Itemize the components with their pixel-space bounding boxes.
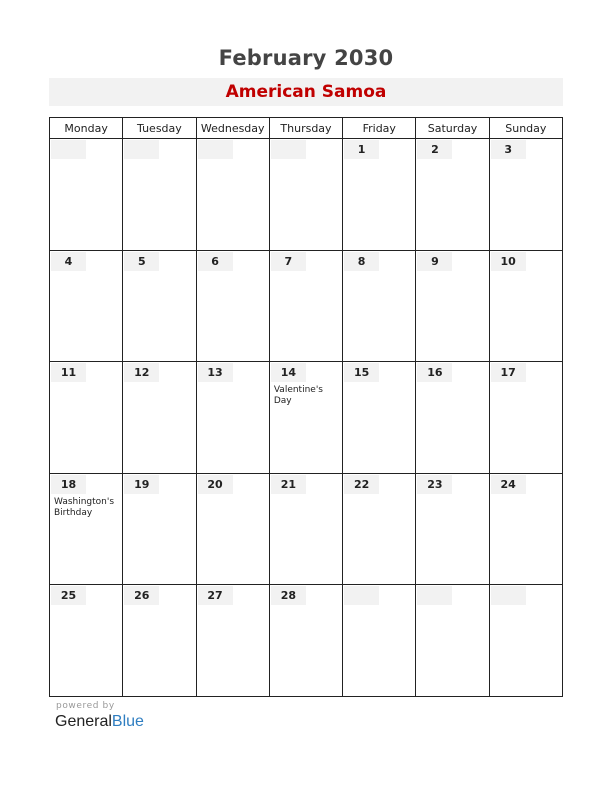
day-cell [343, 362, 416, 474]
day-cell [269, 585, 342, 697]
day-cell [196, 585, 269, 697]
day-number: 5 [124, 252, 159, 271]
day-cell [269, 473, 342, 585]
day-number: 6 [198, 252, 233, 271]
region-title: American Samoa [49, 78, 563, 106]
brand-blue: Blue [111, 713, 144, 730]
day-cell [50, 585, 123, 697]
day-cell [416, 585, 489, 697]
day-cell [416, 473, 489, 585]
weekday-header: Monday [50, 118, 123, 139]
day-cell [123, 250, 196, 362]
day-cell [269, 250, 342, 362]
day-cell [489, 362, 562, 474]
day-number [51, 140, 86, 159]
day-number: 3 [491, 140, 526, 159]
day-cell [196, 139, 269, 251]
brand-logo [55, 713, 144, 731]
day-number: 21 [271, 475, 306, 494]
weekday-header: Thursday [269, 118, 342, 139]
week-row [50, 139, 563, 251]
day-cell [50, 139, 123, 251]
brand-general: General [55, 713, 112, 730]
day-cell [123, 473, 196, 585]
powered-by-label: powered by [56, 701, 115, 711]
day-number: 2 [417, 140, 452, 159]
day-cell [489, 473, 562, 585]
weekday-header-row [50, 118, 563, 139]
day-number [417, 586, 452, 605]
day-number: 11 [51, 363, 86, 382]
day-number [344, 586, 379, 605]
week-row [50, 585, 563, 697]
day-number: 20 [198, 475, 233, 494]
holiday-label: Valentine's Day [273, 385, 323, 407]
day-number: 15 [344, 363, 379, 382]
day-cell [343, 250, 416, 362]
day-cell [50, 362, 123, 474]
day-number: 27 [198, 586, 233, 605]
day-cell [416, 362, 489, 474]
day-cell [123, 139, 196, 251]
day-number: 26 [124, 586, 159, 605]
week-row [50, 473, 563, 585]
day-number: 22 [344, 475, 379, 494]
day-cell [343, 585, 416, 697]
day-number: 16 [417, 363, 452, 382]
day-number: 4 [51, 252, 86, 271]
day-number: 7 [271, 252, 306, 271]
week-row [50, 250, 563, 362]
day-cell [50, 473, 123, 585]
weekday-header: Saturday [416, 118, 489, 139]
day-cell [50, 250, 123, 362]
day-number: 12 [124, 363, 159, 382]
day-number: 13 [198, 363, 233, 382]
calendar-grid [49, 117, 563, 697]
day-number: 25 [51, 586, 86, 605]
day-cell [416, 250, 489, 362]
day-number: 18 [51, 475, 86, 494]
day-cell [343, 473, 416, 585]
day-cell [196, 362, 269, 474]
weekday-header: Sunday [489, 118, 562, 139]
week-row [50, 362, 563, 474]
day-number: 9 [417, 252, 452, 271]
day-number: 1 [344, 140, 379, 159]
day-number: 14 [271, 363, 306, 382]
day-number: 8 [344, 252, 379, 271]
holiday-label: Washington's Birthday [54, 496, 115, 518]
day-cell [123, 362, 196, 474]
day-cell [269, 362, 342, 474]
day-number: 10 [491, 252, 526, 271]
day-cell [343, 139, 416, 251]
day-cell [196, 250, 269, 362]
day-number [271, 140, 306, 159]
day-number: 28 [271, 586, 306, 605]
day-cell [196, 473, 269, 585]
day-number [124, 140, 159, 159]
weekday-header: Friday [343, 118, 416, 139]
page-title: February 2030 [218, 46, 394, 70]
weekday-header: Wednesday [196, 118, 269, 139]
day-cell [416, 139, 489, 251]
day-number: 19 [124, 475, 159, 494]
day-cell [489, 250, 562, 362]
day-cell [489, 585, 562, 697]
day-cell [123, 585, 196, 697]
weekday-header: Tuesday [123, 118, 196, 139]
day-number: 17 [491, 363, 526, 382]
day-number: 24 [491, 475, 526, 494]
day-number [198, 140, 233, 159]
day-cell [269, 139, 342, 251]
day-cell [489, 139, 562, 251]
day-number [491, 586, 526, 605]
day-number: 23 [417, 475, 452, 494]
